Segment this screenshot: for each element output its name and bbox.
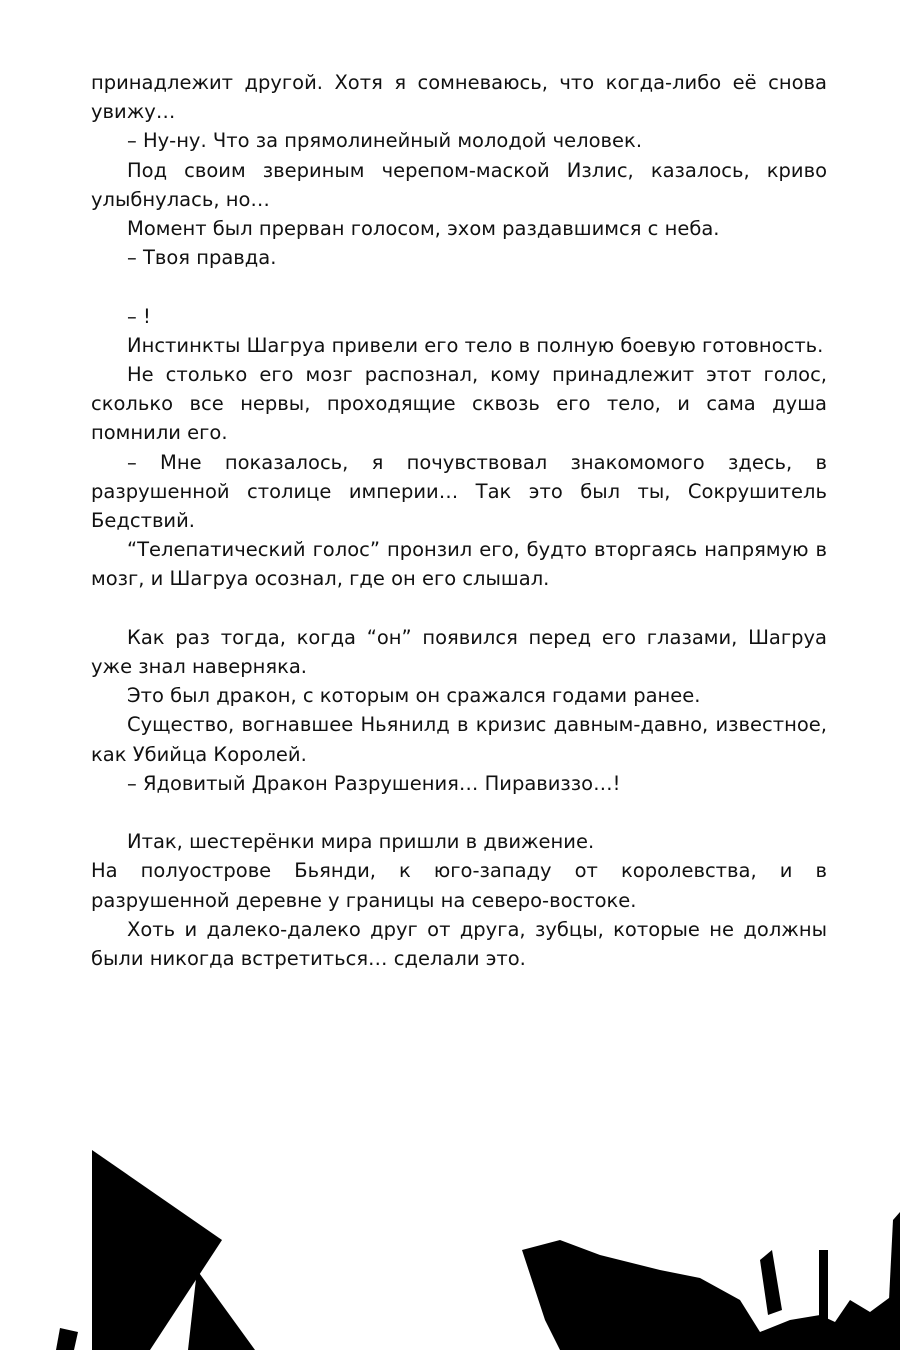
paragraph: Не столько его мозг распознал, кому принадлежит этот голос, сколько все нервы, проходящие сквозь его тело, и сама душа помнили его. — [91, 363, 827, 445]
ruin-spike — [889, 1212, 900, 1300]
scene-break — [91, 594, 827, 623]
scene-break — [91, 272, 827, 301]
paragraph: – Твоя правда. — [127, 246, 277, 270]
paragraph: Хоть и далеко-далеко друг от друга, зубцы, которые не должны были никогда встретиться… сделали это. — [91, 917, 827, 971]
ruin-spire — [819, 1250, 828, 1350]
paragraph: Момент был прерван голосом, эхом раздавшимся с неба. — [127, 217, 720, 241]
page-text — [91, 68, 827, 973]
paragraph: Как раз тогда, когда “он” появился перед его глазами, Шагруа уже знал наверняка. — [91, 625, 827, 679]
paragraph: На полуострове Бьянди, к юго-западу от королевства, и в разрушенной деревне у границы на северо-востоке. — [91, 859, 827, 912]
paragraph: – Ну-ну. Что за прямолинейный молодой человек. — [127, 129, 643, 153]
paragraph: – ! — [127, 304, 151, 328]
ruins-silhouette-illustration — [0, 1100, 900, 1350]
ruin-fragment — [760, 1250, 782, 1315]
paragraph: “Телепатический голос” пронзил его, будто вторгаясь напрямую в мозг, и Шагруа осознал, где он его слышал. — [91, 538, 827, 591]
paragraph: Существо, вогнавшее Ньянилд в кризис давным-давно, известное, как Убийца Королей. — [91, 713, 827, 766]
ruins-mass — [522, 1240, 900, 1350]
paragraph: Итак, шестерёнки мира пришли в движение. — [127, 830, 595, 854]
paragraph: – Ядовитый Дракон Разрушения… Пиравиззо…! — [127, 771, 621, 795]
paragraph: Инстинкты Шагруа привели его тело в полную боевую готовность. — [127, 333, 824, 357]
paragraph: принадлежит другой. Хотя я сомневаюсь, что когда-либо её снова увижу… — [91, 71, 827, 124]
shard-left-small — [56, 1328, 78, 1350]
paragraph: Это был дракон, с которым он сражался годами ранее. — [127, 684, 701, 708]
shard-left-mid — [188, 1270, 255, 1350]
paragraph: Под своим звериным черепом-маской Излис, казалось, криво улыбнулась, но… — [91, 158, 827, 211]
paragraph: – Мне показалось, я почувствовал знакомомого здесь, в разрушенной столице империи… Так это был ты, Сокрушитель Бедствий. — [91, 450, 827, 533]
scene-break — [91, 798, 827, 827]
